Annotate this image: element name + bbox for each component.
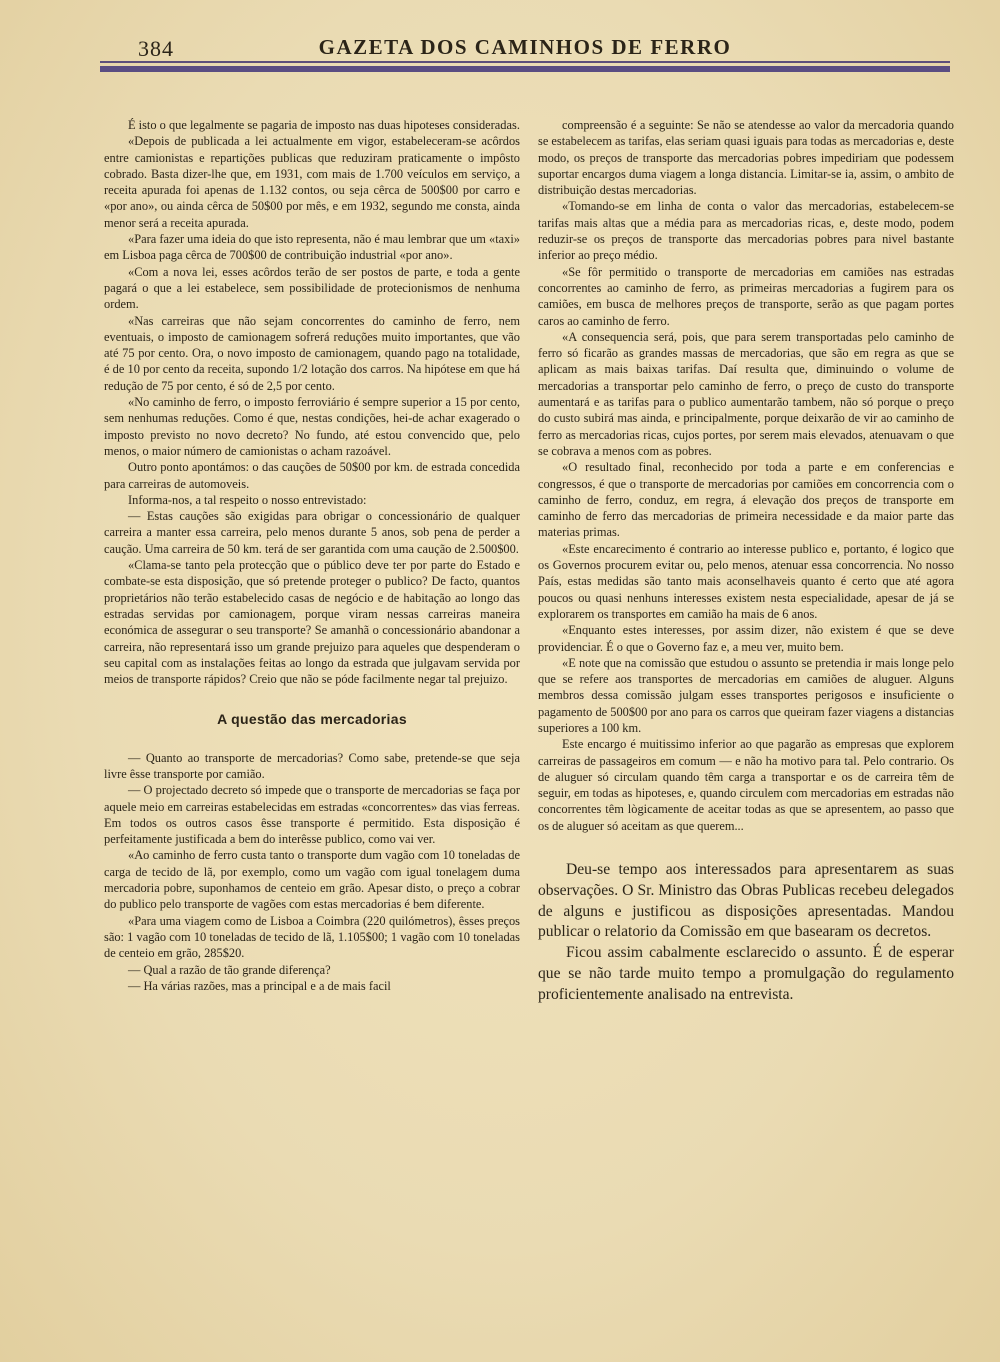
paragraph: compreensão é a seguinte: Se não se atendesse ao valor da mercadoria quando se estabelecem as tarifas, elas seriam quasi iguais para todas as mercadorias e, deste modo, os preços de transporte das mercadorias pobres impediriam que podessem suportar encargos duma viagem a longa distancia. Limitar-se ia, assim, o ambito de distribuição destas mercadorias. (538, 118, 954, 198)
paragraph: «Enquanto estes interesses, por assim dizer, não existem é que se deve providenciar. É o que o Governo faz e, a meu ver, muito bem. (538, 623, 954, 654)
paragraph: «Clama-se tanto pela protecção que o público deve ter por parte do Estado e combate-se esta disposição, que só pretende proteger o publico? De facto, quantos proprietários não terão estabelecido casas de negócio e de habitação ao longo das estradas servidas por camionagem, porque viram nessas carreiras maneira económica de assegurar o seu transporte? Se amanhã o concessionário abandonar a carreira, não representará isso um grande prejuizo para aqueles que despenderam o seu capital com as instalações feitas ao longo da estrada que julgavam servida por meios de transporte rápidos? Creio que não se póde facilmente negar tal prejuizo. (104, 558, 520, 687)
paragraph: Outro ponto apontámos: o das cauções de 50$00 por km. de estrada concedida para carreiras de automoveis. (104, 460, 520, 491)
paragraph: «Ao caminho de ferro custa tanto o transporte dum vagão com 10 toneladas de carga de tecido de lã, por exemplo, como um vagão com igual tonelagem duma mercadoria pobre, suponhamos de centeio em grão. Apesar disto, o preço a cobrar do publico pelo transporte de vagões com estas mercadorias é bem diferente. (104, 848, 520, 912)
header-rule-thick (100, 66, 950, 72)
paragraph: — Ha várias razões, mas a principal e a de mais facil (128, 978, 391, 993)
paragraph: «Nas carreiras que não sejam concorrentes do caminho de ferro, nem eventuais, o imposto de camionagem sofrerá reduções muito importantes, que vão até 75 por cento. Ora, o novo imposto de camionagem, quando pago na totalidade, é de 10 por cento da receita, supondo 1/2 lotação dos carros. Na hipótese em que há redução de 75 por cento, é só de 2,5 por cento. (104, 313, 520, 393)
header-rule-thin (100, 61, 950, 63)
paragraph: «Para uma viagem como de Lisboa a Coimbra (220 quilómetros), êsses preços são: 1 vagão com 10 toneladas de tecido de lã, 1.105$00; 1 vagão com 10 toneladas de centeio em grão, 285$20. (104, 913, 520, 961)
paragraph: Deu-se tempo aos interessados para apresentarem as suas observações. O Sr. Ministro das Obras Publicas recebeu delegados de alguns e justificou as disposições apresentadas. Mandou publicar o relatorio da Comissão em que basearam os decretos. (538, 861, 954, 941)
left-column-text-after-heading (104, 750, 520, 994)
paragraph: «Para fazer uma ideia do que isto representa, não é mau lembrar que um «taxi» em Lisboa paga cêrca de 700$00 de contribuição industrial «por ano». (104, 232, 520, 263)
paragraph: Ficou assim cabalmente esclarecido o assunto. É de esperar que se não tarde muito tempo a promulgação do regulamento proficientemente analisado na entrevista. (538, 944, 954, 1003)
paragraph: «E note que na comissão que estudou o assunto se pretendia ir mais longe pelo que se refere aos transportes de mercadorias em camiões de aluguer. Alguns membros dessa comissão julgam esses transportes perigosos e insuficiente o pagamento de 500$00 por ano para os carros que queiram fazer viagens a distancias superiores a 100 km. (538, 655, 954, 735)
journal-title: GAZETA DOS CAMINHOS DE FERRO (318, 35, 732, 59)
paragraph: «O resultado final, reconhecido por toda a parte e em conferencias e congressos, é que o transporte de mercadorias por camiões em concorrencia com o caminho de ferro, conduz, em regra, á elevação dos preços de transporte em caminho de ferro das mercadorias de primeira necessidade e da maior parte das materias primas. (538, 460, 954, 540)
left-column (104, 117, 520, 994)
paragraph: Informa-nos, a tal respeito o nosso entrevistado: (128, 492, 367, 507)
paragraph: «Depois de publicada a lei actualmente em vigor, estabeleceram-se acôrdos entre camionistas e repartições publicas que reduziram praticamente o impôsto cobrado. Basta dizer-lhe que, em 1931, com mais de 1.700 veículos em serviço, a receita apurada foi apenas de 1.132 contos, ou seja cêrca de 500$00 por carro e «por ano», ou ainda cêrca de 50$00 por mês, e em 1932, segundo me consta, ainda menor será a receita apurada. (104, 134, 520, 230)
paragraph: «A consequencia será, pois, que para serem transportadas pelo caminho de ferro só ficarão as grandes massas de mercadorias, que são em regra as que se aplicam as mais baixas tarifas. Daí resulta que, diminuindo o volume de mercadorias a transportar pelo caminho de ferro, o preço de custo do transporte aumentará e as tarifas para o publico aumentarão tambem, não só porque o preço do custo subirá mas ainda, e principalmente, porque deixarão de vir ao caminho de ferro as mercadorias ricas, cujos portes, por serem mais elevados, atenuavam o que se cobrava a menos com as pobres. (538, 329, 954, 458)
section-heading: A questão das mercadorias (217, 711, 407, 728)
page-header (100, 30, 950, 80)
paragraph: «Este encarecimento é contrario ao interesse publico e, portanto, é logico que os Governos procurem evitar ou, pelo menos, atenuar essa concorrencia. No nosso País, estas medidas são tanto mais aconselhaveis quanto é certo que até agora poucos ou quasi nenhuns interesses existem nesta especialidade, apesar de já se explorarem os transportes em camião ha mais de 6 anos. (538, 541, 954, 621)
page-number: 384 (138, 36, 174, 61)
left-column-text (104, 117, 520, 687)
paragraph: — Estas cauções são exigidas para obrigar o concessionário de qualquer carreira a manter essa carreira, pelo menos durante 5 anos, sob pena de perder a caução. Uma carreira de 50 km. terá de ser garantida com uma caução de 2.500$00. (104, 509, 520, 556)
right-column (538, 117, 954, 1006)
closing-remarks (538, 860, 954, 1006)
paragraph: «Tomando-se em linha de conta o valor das mercadorias, estabelecem-se tarifas mais altas que a média para as mercadorias ricas, e, deste modo, podem reduzir-se os preços de transporte das mercadorias pobres para nivel bastante inferior ao preço médio. (538, 199, 954, 263)
paragraph: «No caminho de ferro, o imposto ferroviário é sempre superior a 15 por cento, sem nenhumas reduções. Como é que, nestas condições, hei-de achar exagerado o imposto previsto no novo decreto? No fundo, até estou convencido que, pelo menos, o maior número de camionistas o acham razoável. (104, 395, 520, 458)
right-column-text (538, 117, 954, 834)
paragraph: «Com a nova lei, esses acôrdos terão de ser postos de parte, e toda a gente pagará o que a lei estabelece, sem possibilidade de protecionismos de nenhuma ordem. (104, 264, 520, 312)
paragraph: — Qual a razão de tão grande diferença? (128, 962, 331, 977)
paragraph: É isto o que legalmente se pagaria de imposto nas duas hipoteses consideradas. (128, 118, 520, 132)
paragraph: «Se fôr permitido o transporte de mercadorias em camiões nas estradas concorrentes ao caminho de ferro, as primeiras mercadorias a fugirem para os camiões, em busca de melhores preços de transporte, serão as que pagam portes caros ao caminho de ferro. (538, 264, 954, 328)
paragraph: Este encargo é muitissimo inferior ao que pagarão as empresas que explorem carreiras de passageiros em comum — e não ha motivo para tal. Pelo contrario. Os de aluguer só circulam quando têm carga a transportar e os de carreira têm de seguir, em todas as hipoteses, e, quando circulem com mercadorias em estradas não concorrentes têm lògicamente de aceitar todas as que se apresentem, ao passo que os de aluguer só aceitam as que querem... (538, 737, 954, 833)
paragraph: — O projectado decreto só impede que o transporte de mercadorias se faça por aquele meio em carreiras estabelecidas em estradas «concorrentes» das vias ferreas. Em todos os outros casos êsse transporte é permitido. Esta disposição é perfeitamente justificada a bem do interêsse publico, como vai ver. (104, 783, 520, 847)
paragraph: — Quanto ao transporte de mercadorias? Como sabe, pretende-se que seja livre êsse transporte por camião. (104, 750, 520, 781)
